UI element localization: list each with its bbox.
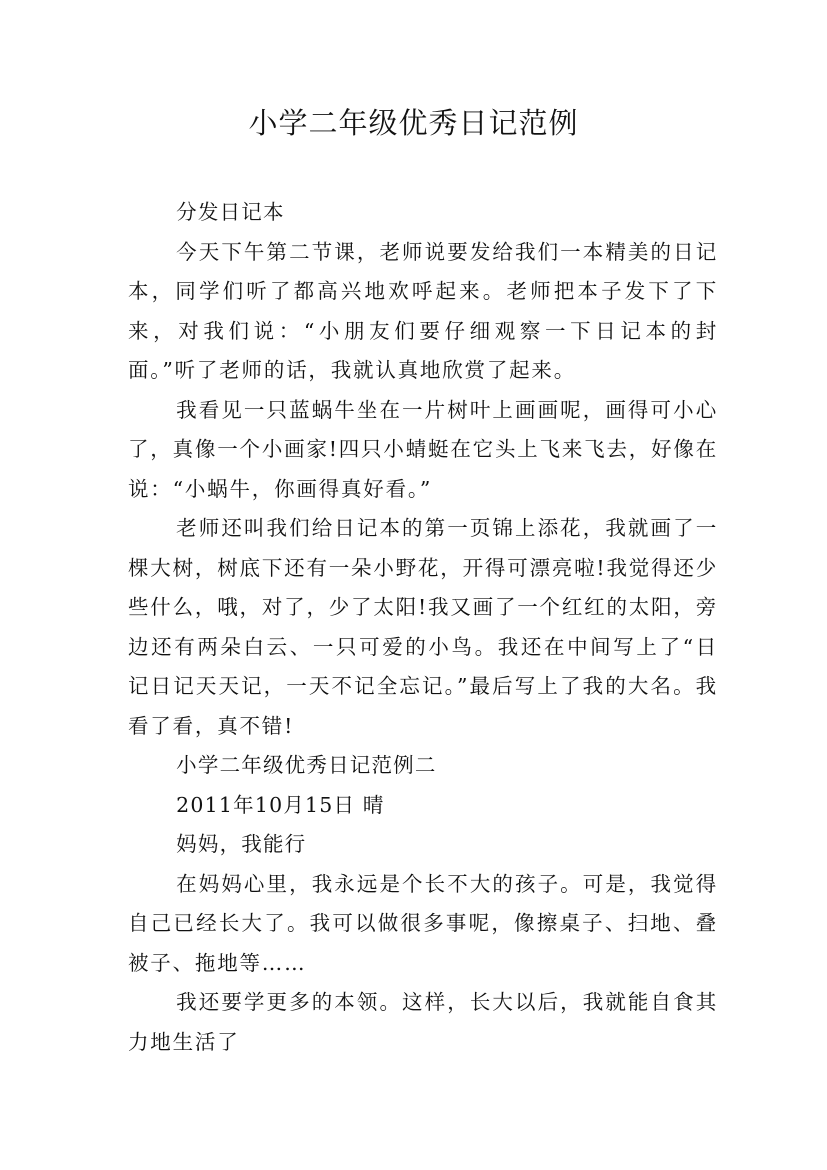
paragraph: 在妈妈心里，我永远是个长不大的孩子。可是，我觉得自己已经长大了。我可以做很多事呢，像擦桌子、扫地、叠被子、拖地等…… <box>128 871 718 975</box>
paragraph: 我还要学更多的本领。这样，长大以后，我就能自食其力地生活了 <box>128 990 718 1054</box>
paragraph: 我看见一只蓝蜗牛坐在一片树叶上画画呢，画得可小心了，真像一个小画家!四只小蜻蜓在它头上飞来飞去，好像在说：“小蜗牛，你画得真好看。” <box>128 397 718 501</box>
document-body <box>128 193 718 1062</box>
paragraph: 老师还叫我们给日记本的第一页锦上添花，我就画了一棵大树，树底下还有一朵小野花，开得可漂亮啦!我觉得还少些什么，哦，对了，少了太阳!我又画了一个红红的太阳，旁边还有两朵白云、一只可爱的小鸟。我还在中间写上了“日记日记天天记，一天不记全忘记。”最后写上了我的大名。我看了看，真不错! <box>128 516 718 738</box>
document-title: 小学二年级优秀日记范例 <box>248 106 579 140</box>
section-heading-2: 小学二年级优秀日记范例二 <box>176 753 437 777</box>
section-heading-1: 分发日记本 <box>176 200 285 224</box>
date-line: 2011年10月15日 晴 <box>176 792 385 817</box>
diary-title: 妈妈，我能行 <box>176 832 307 856</box>
paragraph: 今天下午第二节课，老师说要发给我们一本精美的日记本，同学们听了都高兴地欢呼起来。老师把本子发下了下来，对我们说：“小朋友们要仔细观察一下日记本的封面。”听了老师的话，我就认真地欣赏了起来。 <box>128 239 718 382</box>
